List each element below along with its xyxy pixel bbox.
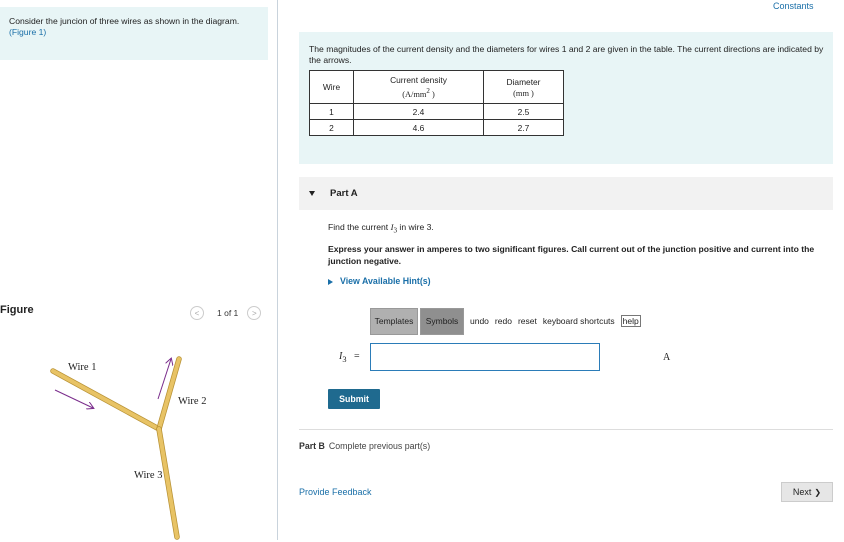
- reset-button[interactable]: reset: [517, 316, 537, 326]
- table-header-row: [310, 71, 564, 104]
- figure-link[interactable]: (Figure 1): [9, 27, 47, 37]
- chevron-right-icon: ❯: [814, 487, 822, 497]
- provide-feedback-link[interactable]: Provide Feedback: [299, 487, 372, 497]
- table-row: [310, 104, 564, 120]
- header-current-density: Current density ($A/mm^2$ ): [354, 71, 484, 104]
- answer-unit: A: [663, 352, 671, 363]
- expand-triangle-icon: [328, 279, 333, 285]
- row-2-diameter: 2.7: [484, 120, 564, 136]
- row-2-density: 4.6: [354, 120, 484, 136]
- figure-page-count: 1 of 1: [217, 308, 239, 318]
- symbols-button[interactable]: Symbols: [420, 308, 464, 335]
- collapse-triangle-icon: [309, 191, 315, 196]
- templates-button[interactable]: Templates: [370, 308, 418, 335]
- given-data-table: [309, 70, 564, 136]
- prev-figure-button[interactable]: [190, 306, 204, 320]
- wire-2-fill: [159, 359, 179, 429]
- figure-pager: [190, 306, 261, 320]
- row-1-diameter: 2.5: [484, 104, 564, 120]
- chevron-left-icon: <: [194, 308, 200, 318]
- part-a-question: Find the current $I_3$ in wire 3.: [328, 222, 434, 235]
- wire-3-label: Wire 3: [134, 470, 163, 481]
- wire-junction-figure: [40, 345, 240, 540]
- part-a-instructions: Express your answer in amperes to two significant figures. Call current out of the junction positive and current into the junction negative.: [328, 244, 815, 266]
- redo-button[interactable]: redo: [494, 316, 512, 326]
- answer-toolbar: [370, 306, 641, 336]
- part-b-title: Part B: [299, 441, 325, 451]
- chevron-right-icon: >: [251, 308, 257, 318]
- row-2-wire: 2: [310, 120, 354, 136]
- wire-1-label: Wire 1: [68, 362, 97, 373]
- part-b-status: Complete previous part(s): [328, 441, 431, 451]
- density-unit: ($A/mm^2$ ): [402, 87, 435, 99]
- next-button[interactable]: Next ❯: [781, 482, 833, 502]
- wire-3-fill: [159, 429, 177, 537]
- part-b-row: [299, 441, 430, 451]
- answer-input[interactable]: [370, 343, 600, 371]
- row-1-wire: 1: [310, 104, 354, 120]
- row-1-density: 2.4: [354, 104, 484, 120]
- intro-panel: [0, 7, 268, 60]
- diameter-unit: (mm ): [513, 88, 534, 98]
- wire-1-fill: [53, 371, 159, 429]
- figure-heading: Figure: [0, 304, 34, 316]
- answer-label: $I_3$ =: [339, 351, 360, 364]
- constants-link[interactable]: Constants: [773, 1, 814, 11]
- part-a-title: Part A: [330, 188, 358, 199]
- undo-button[interactable]: undo: [470, 316, 489, 326]
- wire-junction-diagram: [40, 345, 240, 540]
- header-diameter: Diameter (mm ): [484, 71, 564, 104]
- intro-text: Consider the juncion of three wires as shown in the diagram. (Figure 1): [9, 16, 240, 37]
- wire-2-label: Wire 2: [178, 396, 207, 407]
- header-wire: Wire: [310, 71, 354, 104]
- table-row: [310, 120, 564, 136]
- next-figure-button[interactable]: [247, 306, 261, 320]
- section-separator: [299, 429, 833, 430]
- part-a-header[interactable]: [299, 177, 833, 210]
- panel-divider: [277, 0, 278, 540]
- submit-button[interactable]: Submit: [328, 389, 380, 409]
- keyboard-shortcuts-button[interactable]: keyboard shortcuts: [542, 316, 615, 326]
- help-button[interactable]: help: [622, 316, 639, 326]
- given-info-panel: [299, 32, 833, 164]
- view-hints-link[interactable]: View Available Hint(s): [328, 276, 431, 286]
- given-text: The magnitudes of the current density and the diameters for wires 1 and 2 are given in the table. The current directions are indicated by the arrows.: [309, 44, 824, 65]
